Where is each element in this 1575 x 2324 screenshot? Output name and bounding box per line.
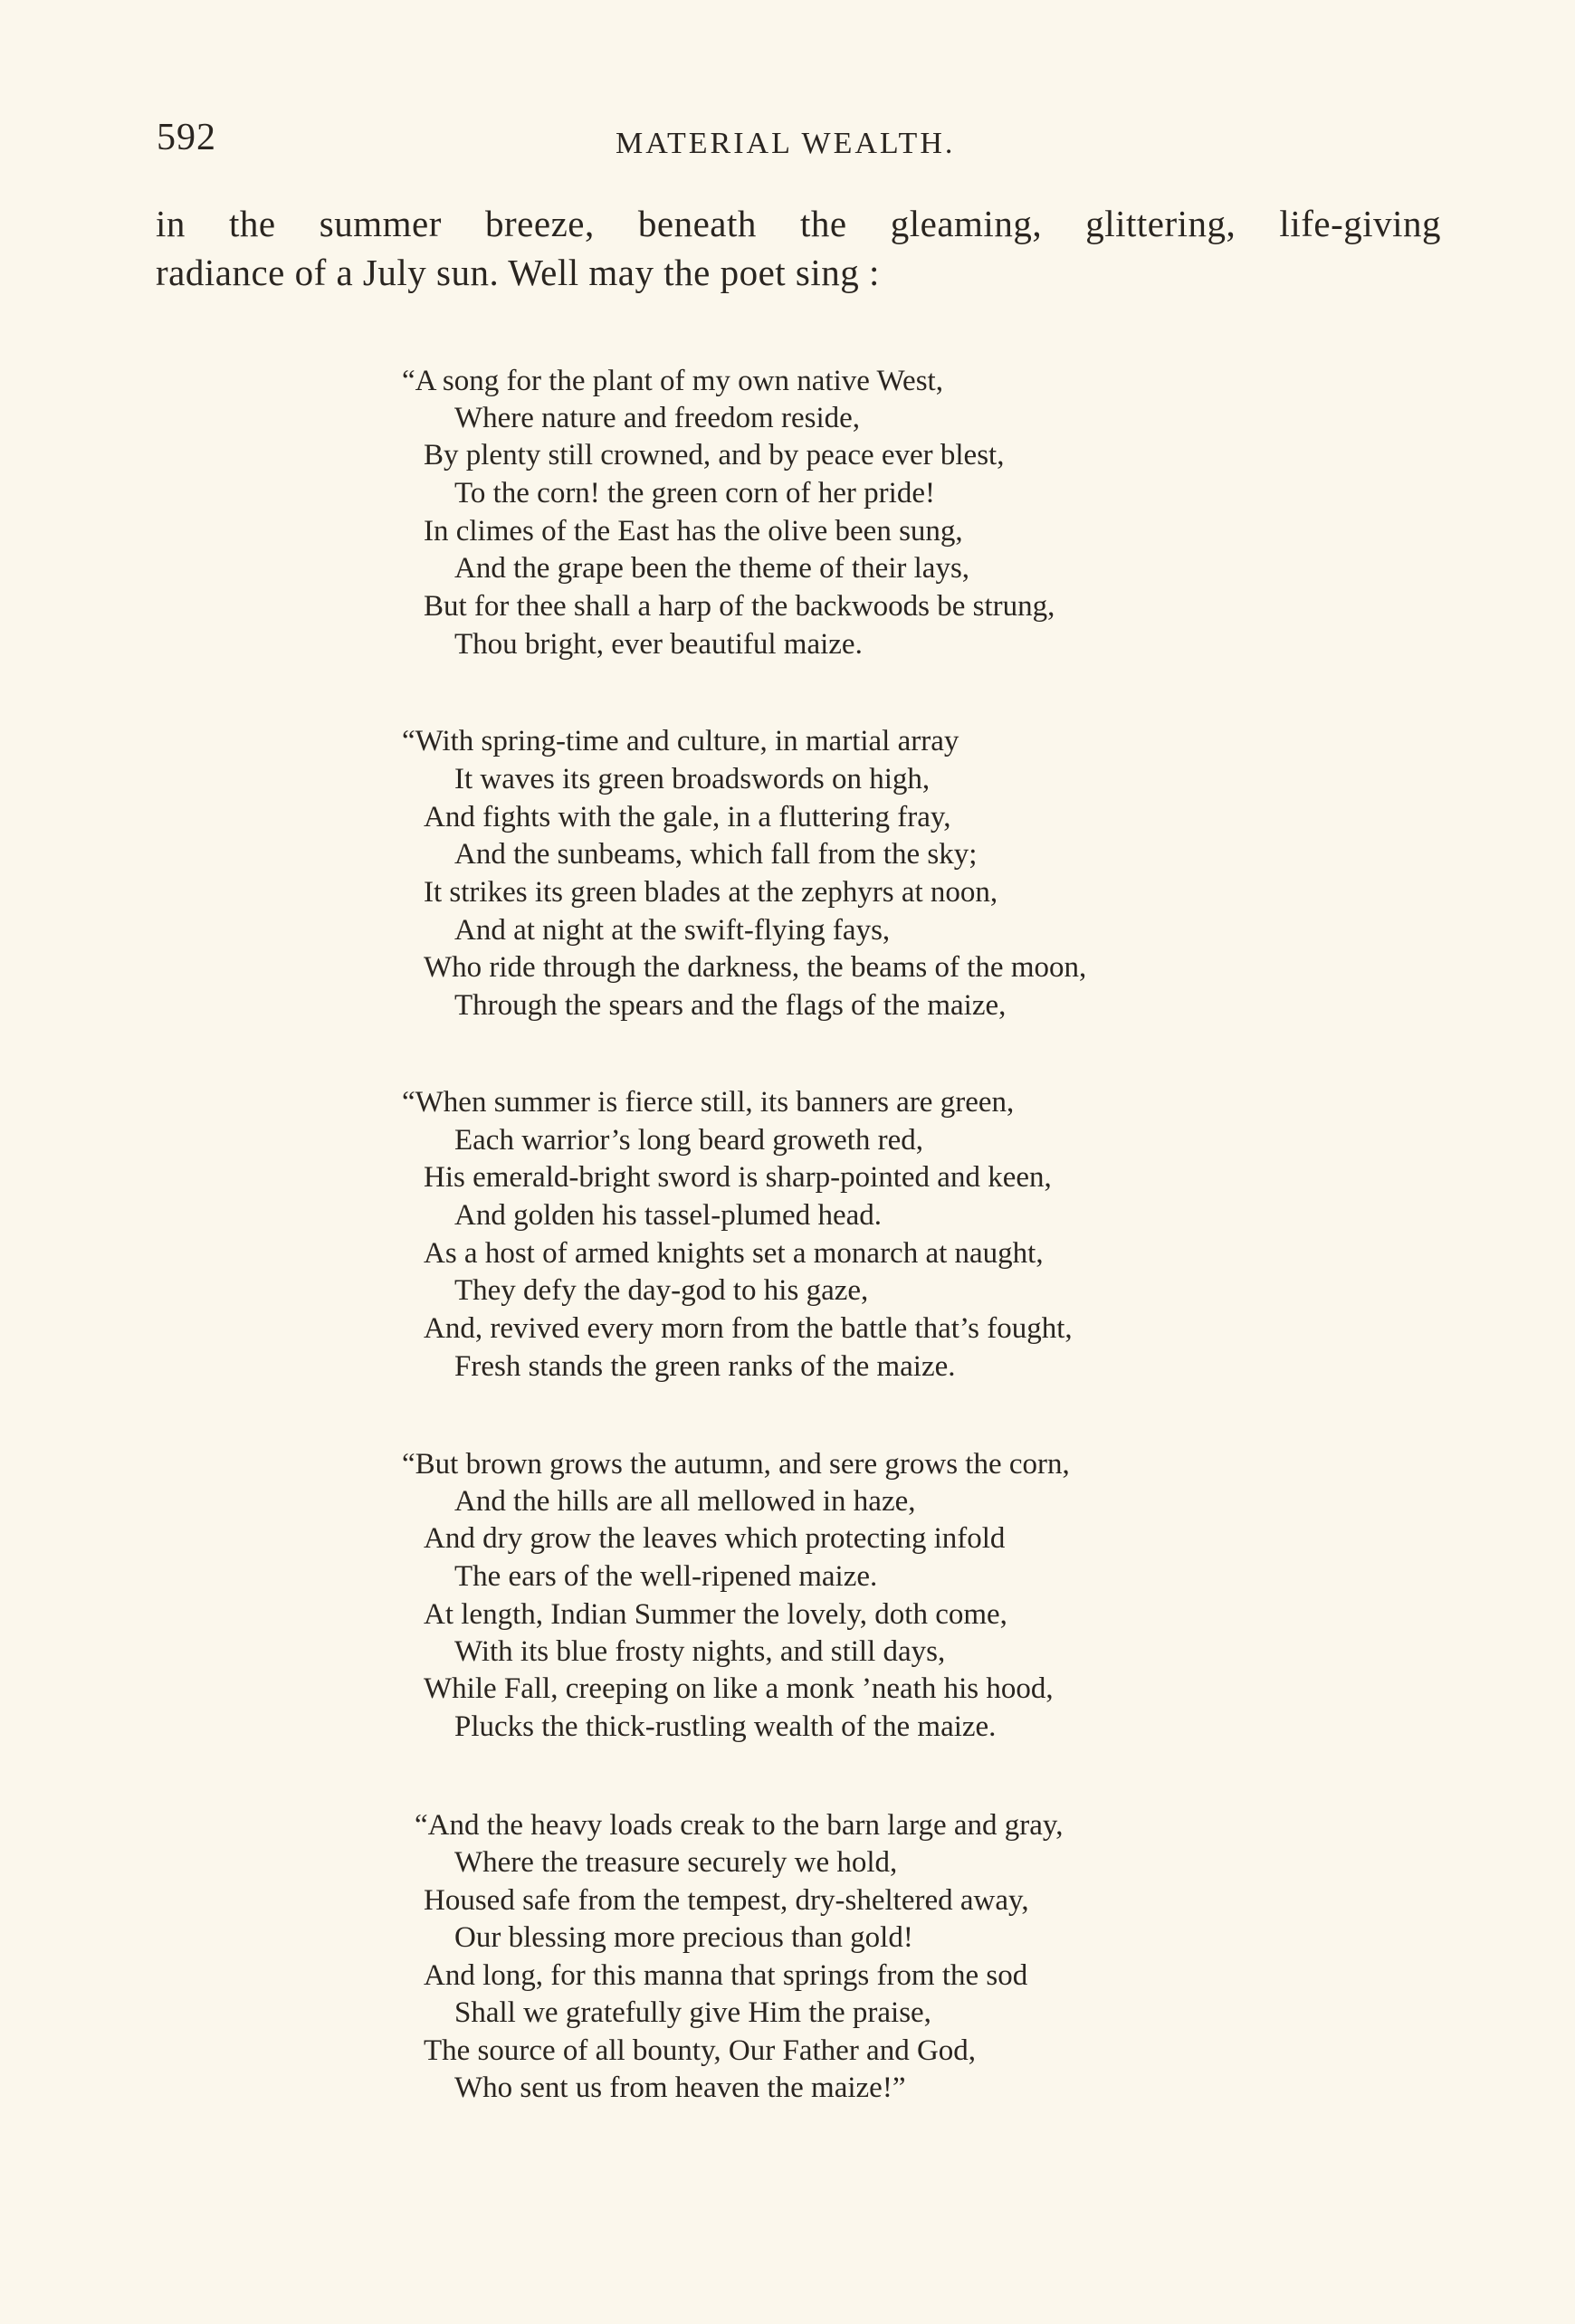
- verse-line: And, revived every morn from the battle that’s fought,: [424, 1312, 1073, 1345]
- intro-paragraph: [156, 199, 1441, 297]
- verse-line: And fights with the gale, in a fluttering fray,: [424, 801, 951, 833]
- verse-line: “With spring-time and culture, in martial array: [402, 725, 959, 757]
- verse-line: At length, Indian Summer the lovely, doth come,: [424, 1598, 1007, 1631]
- running-head: MATERIAL WEALTH.: [616, 127, 956, 160]
- verse-line: And long, for this manna that springs from the sod: [424, 1959, 1028, 1992]
- verse-line: And golden his tassel-plumed head.: [454, 1199, 882, 1232]
- verse-line: It waves its green broadswords on high,: [454, 763, 931, 795]
- verse-line: It strikes its green blades at the zephyrs at noon,: [424, 876, 998, 909]
- intro-line: radiance of a July sun. Well may the poet sing :: [156, 252, 880, 293]
- verse-line: In climes of the East has the olive been sung,: [424, 515, 963, 548]
- verse-line: And the sunbeams, which fall from the sky;: [454, 838, 978, 871]
- intro-line: in the summer breeze, beneath the gleaming, glittering, life-giving: [156, 203, 1441, 244]
- verse-line: Housed safe from the tempest, dry-sheltered away,: [424, 1884, 1029, 1917]
- verse-line: And the grape been the theme of their lays,: [454, 552, 970, 585]
- verse-line: As a host of armed knights set a monarch at naught,: [424, 1237, 1044, 1270]
- verse-line: “And the heavy loads creak to the barn large and gray,: [415, 1809, 1064, 1842]
- verse-line: Who ride through the darkness, the beams of the moon,: [424, 951, 1087, 984]
- verse-line: While Fall, creeping on like a monk ’neath his hood,: [424, 1672, 1054, 1705]
- verse-line: And the hills are all mellowed in haze,: [454, 1485, 916, 1518]
- verse-line: And dry grow the leaves which protecting infold: [424, 1522, 1006, 1555]
- verse-line: They defy the day-god to his gaze,: [454, 1274, 869, 1307]
- verse-line: “A song for the plant of my own native West,: [402, 365, 943, 397]
- verse-line: Fresh stands the green ranks of the maize.: [454, 1350, 956, 1383]
- verse-line: Plucks the thick-rustling wealth of the maize.: [454, 1710, 997, 1743]
- verse-line: By plenty still crowned, and by peace ever blest,: [424, 439, 1005, 471]
- verse-line: And at night at the swift-flying fays,: [454, 914, 891, 947]
- verse-line: To the corn! the green corn of her pride!: [454, 477, 935, 510]
- verse-line: Where the treasure securely we hold,: [454, 1846, 898, 1879]
- verse-line: But for thee shall a harp of the backwoods be strung,: [424, 590, 1055, 623]
- verse-line: Our blessing more precious than gold!: [454, 1921, 913, 1954]
- verse-line: Each warrior’s long beard groweth red,: [454, 1124, 924, 1157]
- verse-line: Thou bright, ever beautiful maize.: [454, 628, 863, 661]
- verse-line: Who sent us from heaven the maize!”: [454, 2072, 906, 2104]
- verse-line: With its blue frosty nights, and still days,: [454, 1635, 946, 1668]
- verse-line: “When summer is fierce still, its banners are green,: [402, 1086, 1015, 1119]
- verse-line: The source of all bounty, Our Father and God,: [424, 2034, 977, 2067]
- verse-line: The ears of the well-ripened maize.: [454, 1560, 878, 1593]
- verse-line: “But brown grows the autumn, and sere grows the corn,: [402, 1448, 1070, 1481]
- verse-line: Where nature and freedom reside,: [454, 402, 861, 434]
- verse-line: Shall we gratefully give Him the praise,: [454, 1996, 931, 2029]
- verse-line: His emerald-bright sword is sharp-pointed and keen,: [424, 1161, 1052, 1194]
- page-number: 592: [157, 117, 216, 158]
- verse-line: Through the spears and the flags of the maize,: [454, 989, 1007, 1022]
